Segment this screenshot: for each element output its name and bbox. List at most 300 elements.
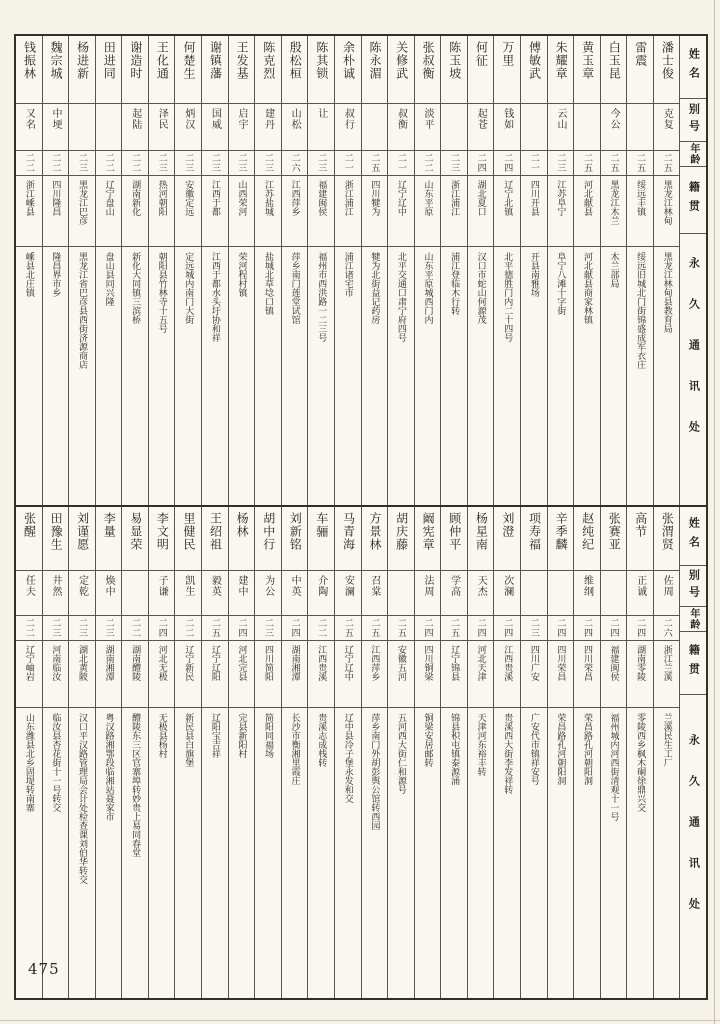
- person-name: [202, 36, 228, 103]
- person-address-text: 新民县白旗堡: [183, 713, 194, 767]
- person-native-text: 湖南新化: [130, 180, 141, 216]
- person-age-text: 二二: [130, 618, 141, 638]
- person-native: [548, 640, 574, 707]
- person-column: [493, 36, 520, 505]
- person-native: [229, 640, 255, 707]
- person-age: [255, 150, 281, 175]
- person-age-text: 二二: [23, 153, 34, 173]
- person-native-text: 安徽五河: [395, 645, 406, 681]
- person-native: [362, 175, 388, 246]
- person-name: [16, 36, 42, 103]
- person-age-text: 二五: [369, 618, 380, 638]
- person-age-text: 二二: [23, 618, 34, 638]
- person-address-text: 荣河程村镇: [236, 252, 247, 297]
- person-age: [229, 615, 255, 640]
- person-age-text: 二三: [263, 618, 274, 638]
- person-column: [254, 36, 281, 505]
- person-address: [149, 707, 175, 998]
- person-address-text: 汉口平汉路管理局会计处检查课刘伯华转交: [76, 713, 87, 884]
- person-column: [68, 507, 95, 998]
- person-age-text: 二五: [342, 618, 353, 638]
- person-native: [255, 175, 281, 246]
- person-name-text: 车骊: [314, 512, 329, 538]
- person-address: [69, 707, 95, 998]
- row-label-address: [680, 694, 706, 977]
- person-native: [548, 175, 574, 246]
- person-native-text: 辽宁北镇: [502, 180, 513, 216]
- person-alias: [202, 103, 228, 150]
- row-labels-column: [679, 36, 706, 505]
- page-edge-line: [714, 0, 715, 1024]
- person-name-text: 胡庆藤: [394, 512, 409, 551]
- person-column: [547, 36, 574, 505]
- person-native: [654, 175, 680, 246]
- person-age-text: 二四: [422, 618, 433, 638]
- person-alias: [521, 103, 547, 150]
- person-age: [202, 150, 228, 175]
- person-name-text: 何楚生: [181, 41, 196, 80]
- person-address-text: 河北献县商家林镇: [581, 252, 592, 324]
- person-name: [255, 36, 281, 103]
- person-name: [654, 507, 680, 570]
- person-native: [627, 175, 653, 246]
- row-label-native-text: 籍贯: [687, 181, 701, 219]
- person-alias: [654, 103, 680, 150]
- person-column: [42, 507, 69, 998]
- person-name: [202, 507, 228, 570]
- person-name: [574, 507, 600, 570]
- person-native-text: 辽宁辽中: [342, 645, 353, 681]
- person-name-text: 傅敏武: [527, 41, 542, 80]
- person-column: [307, 36, 334, 505]
- person-alias: [175, 103, 201, 150]
- person-alias-text: 克复: [661, 108, 673, 130]
- person-native-text: 河北献县: [581, 180, 592, 216]
- person-address-text: 福州城内河西街清观十一号: [608, 713, 619, 821]
- person-column: [626, 507, 653, 998]
- person-age: [122, 150, 148, 175]
- person-name-text: 关修武: [394, 41, 409, 80]
- person-column: [201, 36, 228, 505]
- person-name-text: 殷松桓: [288, 41, 303, 80]
- person-native: [122, 175, 148, 246]
- person-native-text: 江苏阜宁: [555, 180, 566, 216]
- person-age: [601, 615, 627, 640]
- person-name-text: 胡中行: [261, 512, 276, 551]
- person-address: [175, 707, 201, 998]
- person-name: [335, 36, 361, 103]
- person-native-text: 江西萍乡: [369, 645, 380, 681]
- person-column: [520, 507, 547, 998]
- person-age: [43, 615, 69, 640]
- row-label-alias-text: 别号: [687, 569, 701, 603]
- person-native-text: 黑龙江林甸: [661, 180, 672, 225]
- row-label-alias: [680, 565, 706, 606]
- person-address: [308, 707, 334, 998]
- person-name: [627, 36, 653, 103]
- person-address-text: 新化大同镇三滨桥: [130, 252, 141, 324]
- person-age: [229, 150, 255, 175]
- person-native: [574, 640, 600, 707]
- person-column: [95, 507, 122, 998]
- person-native: [202, 640, 228, 707]
- person-age: [308, 615, 334, 640]
- person-age: [43, 150, 69, 175]
- row-label-age: [680, 141, 706, 166]
- person-address: [335, 707, 361, 998]
- person-native: [149, 175, 175, 246]
- person-age-text: 二四: [555, 618, 566, 638]
- person-age-text: 二六: [289, 153, 300, 173]
- person-name: [308, 36, 334, 103]
- person-age-text: 二五: [449, 618, 460, 638]
- person-address-text: 贵溪志成栈转: [316, 713, 327, 767]
- person-column: [228, 36, 255, 505]
- person-age: [69, 150, 95, 175]
- person-name: [601, 507, 627, 570]
- person-alias: [388, 570, 414, 615]
- person-address: [441, 707, 467, 998]
- person-age-text: 二三: [209, 153, 220, 173]
- person-age: [441, 615, 467, 640]
- person-native: [521, 640, 547, 707]
- person-address: [362, 707, 388, 998]
- person-age: [69, 615, 95, 640]
- person-age-text: 二四: [608, 618, 619, 638]
- person-native-text: 辽宁新民: [183, 645, 194, 681]
- person-name-text: 刘澄: [500, 512, 515, 538]
- person-age: [441, 150, 467, 175]
- person-age-text: 二五: [608, 153, 619, 173]
- person-age: [601, 150, 627, 175]
- person-age: [16, 150, 42, 175]
- person-address-text: 浦江诸宅市: [342, 252, 353, 297]
- person-name-text: 刘新铭: [288, 512, 303, 551]
- person-age-text: 二二: [422, 153, 433, 173]
- person-native-text: 河北无极: [156, 645, 167, 681]
- person-age-text: 二五: [369, 153, 380, 173]
- person-name: [601, 36, 627, 103]
- person-address-text: 天津河东裕丰转: [475, 713, 486, 776]
- person-alias: [441, 570, 467, 615]
- person-native-text: 辽宁锦县: [449, 645, 460, 681]
- person-alias: [494, 570, 520, 615]
- person-native: [627, 640, 653, 707]
- person-age: [548, 615, 574, 640]
- person-name-text: 马青海: [341, 512, 356, 551]
- person-alias: [202, 570, 228, 615]
- person-native: [335, 175, 361, 246]
- person-address-text: 汉口市蛇山何源茂: [475, 252, 486, 324]
- person-address: [175, 246, 201, 505]
- row-label-age-text: 年龄: [687, 143, 699, 165]
- person-column: [440, 36, 467, 505]
- person-address: [521, 707, 547, 998]
- person-column: [148, 507, 175, 998]
- person-alias: [122, 103, 148, 150]
- person-name: [362, 36, 388, 103]
- person-alias-text: 井然: [49, 575, 61, 597]
- person-column: [254, 507, 281, 998]
- person-name: [43, 36, 69, 103]
- person-column: [573, 36, 600, 505]
- person-native: [494, 175, 520, 246]
- person-native: [574, 175, 600, 246]
- person-native-text: 浙江兰溪: [661, 645, 672, 681]
- person-native-text: 浙江浦江: [342, 180, 353, 216]
- person-alias: [654, 570, 680, 615]
- person-native-text: 辽宁盘山: [103, 180, 114, 216]
- person-age-text: 二四: [635, 618, 646, 638]
- person-address: [654, 246, 680, 505]
- person-column: [653, 507, 680, 998]
- person-name: [282, 36, 308, 103]
- person-native-text: 黑龙江木兰: [608, 180, 619, 225]
- person-native-text: 江苏盐城: [263, 180, 274, 216]
- person-native-text: 四川荣昌: [555, 645, 566, 681]
- person-alias: [229, 570, 255, 615]
- row-label-age: [680, 606, 706, 631]
- row-label-native: [680, 166, 706, 233]
- row-label-name: [680, 36, 706, 98]
- person-age: [654, 150, 680, 175]
- person-name: [362, 507, 388, 570]
- person-native-text: 湖南湘潭: [103, 645, 114, 681]
- person-name-text: 赵纯纪: [580, 512, 595, 551]
- roster-section-bottom: [16, 505, 706, 998]
- row-labels-column: [679, 507, 706, 998]
- person-name: [229, 507, 255, 570]
- person-alias-text: 钱如: [501, 108, 513, 130]
- person-column: [121, 507, 148, 998]
- person-alias-text: 山松: [289, 108, 301, 130]
- person-address: [627, 707, 653, 998]
- person-alias: [574, 570, 600, 615]
- person-address-text: 无极县杨村: [156, 713, 167, 758]
- person-native-text: 浙江嵊县: [23, 180, 34, 216]
- person-address: [468, 707, 494, 998]
- person-age-text: 二三: [236, 153, 247, 173]
- row-label-age-text: 年龄: [687, 608, 699, 630]
- person-age-text: 二四: [156, 618, 167, 638]
- person-name-text: 王化通: [155, 41, 170, 80]
- person-alias-text: 次澜: [501, 575, 513, 597]
- person-age-text: 二三: [316, 153, 327, 173]
- person-name-text: 张叔衡: [421, 41, 436, 80]
- person-native-text: 四川广安: [528, 645, 539, 681]
- row-label-name: [680, 507, 706, 565]
- person-name: [96, 507, 122, 570]
- person-alias-text: 正诚: [634, 575, 646, 597]
- person-alias: [69, 103, 95, 150]
- person-address: [43, 246, 69, 505]
- person-address-text: 隆昌界市乡: [50, 252, 61, 297]
- person-column: [281, 507, 308, 998]
- person-address: [96, 707, 122, 998]
- person-alias: [43, 570, 69, 615]
- person-age: [16, 615, 42, 640]
- person-native: [175, 175, 201, 246]
- person-name-text: 陈其锁: [314, 41, 329, 80]
- person-alias-text: 今公: [608, 108, 620, 130]
- person-address: [548, 246, 574, 505]
- person-age: [415, 150, 441, 175]
- person-alias-text: 起陆: [129, 108, 141, 130]
- person-name: [335, 507, 361, 570]
- person-name: [175, 36, 201, 103]
- person-native-text: 浙江浦江: [449, 180, 460, 216]
- person-address: [362, 246, 388, 505]
- person-alias-text: 任夫: [23, 575, 35, 597]
- person-column: [387, 36, 414, 505]
- person-native: [43, 640, 69, 707]
- person-address: [548, 707, 574, 998]
- row-label-address-text: 永久通讯处: [687, 733, 701, 939]
- person-age: [574, 615, 600, 640]
- person-native-text: 辽宁辽中: [395, 180, 406, 216]
- person-age: [175, 150, 201, 175]
- person-column: [334, 507, 361, 998]
- person-address: [16, 246, 42, 505]
- person-alias-text: 定乾: [76, 575, 88, 597]
- person-alias: [627, 103, 653, 150]
- person-age: [362, 615, 388, 640]
- person-native: [441, 640, 467, 707]
- person-native: [468, 640, 494, 707]
- person-alias: [548, 570, 574, 615]
- person-age: [627, 615, 653, 640]
- person-column: [68, 36, 95, 505]
- person-native-text: 安徽定远: [183, 180, 194, 216]
- person-name-text: 项寿福: [527, 512, 542, 551]
- person-address: [255, 246, 281, 505]
- person-native-text: 山西荣河: [236, 180, 247, 216]
- person-age: [415, 615, 441, 640]
- person-name-text: 辛季麟: [554, 512, 569, 551]
- person-address-text: 兰溪民生工厂: [661, 713, 672, 767]
- person-age: [175, 615, 201, 640]
- person-age: [468, 615, 494, 640]
- person-address: [282, 707, 308, 998]
- person-name-text: 王绍祖: [208, 512, 223, 551]
- person-name-text: 阚宪章: [421, 512, 436, 551]
- person-age-text: 二三: [449, 153, 460, 173]
- person-address-text: 嵊县北庄镇: [23, 252, 34, 297]
- person-column: [573, 507, 600, 998]
- person-column: [600, 507, 627, 998]
- roster-section-top: [16, 36, 706, 505]
- person-native-text: 福建闽侯: [316, 180, 327, 216]
- person-name: [388, 507, 414, 570]
- person-age-text: 二四: [475, 153, 486, 173]
- person-native: [308, 640, 334, 707]
- person-name-text: 易显荣: [128, 512, 143, 551]
- person-native: [282, 175, 308, 246]
- person-name: [282, 507, 308, 570]
- person-age-text: 二三: [76, 153, 87, 173]
- person-age-text: 二一: [395, 153, 406, 173]
- person-age: [335, 615, 361, 640]
- person-name: [69, 36, 95, 103]
- person-native: [388, 175, 414, 246]
- person-alias: [69, 570, 95, 615]
- person-native-text: 江西贵溪: [316, 645, 327, 681]
- person-address: [388, 707, 414, 998]
- person-column: [414, 36, 441, 505]
- person-alias-text: 召棠: [368, 575, 380, 597]
- row-label-native: [680, 631, 706, 694]
- person-native: [282, 640, 308, 707]
- person-native: [229, 175, 255, 246]
- person-age: [202, 615, 228, 640]
- person-age: [96, 615, 122, 640]
- person-address-text: 朝阳县竹林寺十五号: [156, 252, 167, 333]
- person-age-text: 二六: [661, 618, 672, 638]
- person-native-text: 四川隆昌: [50, 180, 61, 216]
- person-age-text: 二三: [76, 618, 87, 638]
- person-name: [574, 36, 600, 103]
- person-name-text: 谢镇藩: [208, 41, 223, 80]
- person-address-text: 临汝县杏花街十一号转交: [50, 713, 61, 812]
- person-native: [601, 175, 627, 246]
- person-age: [494, 150, 520, 175]
- person-name-text: 顾仲平: [447, 512, 462, 551]
- person-alias-text: 让: [315, 108, 327, 119]
- person-name-text: 张醒: [22, 512, 37, 538]
- person-address-text: 萍乡南门莲堂试馆: [289, 252, 300, 324]
- person-alias: [255, 570, 281, 615]
- person-age-text: 二三: [528, 618, 539, 638]
- person-name: [494, 507, 520, 570]
- person-column: [334, 36, 361, 505]
- person-name-text: 雷震: [633, 41, 648, 67]
- person-alias-text: 安澜: [342, 575, 354, 597]
- person-alias-text: 建中: [236, 575, 247, 597]
- person-address-text: 铜梁安居邮转: [422, 713, 433, 767]
- person-column: [174, 507, 201, 998]
- person-name-text: 方景林: [368, 512, 383, 551]
- person-alias: [548, 103, 574, 150]
- person-native-text: 湖南零陵: [635, 645, 646, 681]
- person-age: [96, 150, 122, 175]
- person-address: [494, 246, 520, 505]
- person-address: [308, 246, 334, 505]
- person-name: [441, 36, 467, 103]
- person-name-text: 余朴诚: [341, 41, 356, 80]
- person-age: [388, 615, 414, 640]
- person-name: [96, 36, 122, 103]
- person-age: [122, 615, 148, 640]
- person-native: [69, 175, 95, 246]
- person-native: [441, 175, 467, 246]
- person-alias: [601, 570, 627, 615]
- person-name-text: 万里: [500, 41, 515, 67]
- person-column: [467, 507, 494, 998]
- person-native: [43, 175, 69, 246]
- person-address-text: 黑龙江林甸县教育局: [661, 252, 672, 333]
- person-alias-text: 为公: [262, 575, 274, 597]
- roster-table: [14, 34, 708, 1000]
- person-alias-text: 子谦: [156, 575, 168, 597]
- person-native-text: 四川简阳: [263, 645, 274, 681]
- person-name: [494, 36, 520, 103]
- person-alias: [362, 570, 388, 615]
- person-alias: [255, 103, 281, 150]
- person-column: [16, 507, 42, 998]
- person-column: [361, 36, 388, 505]
- person-name-text: 陈永湄: [368, 41, 383, 80]
- person-age-text: 二二: [103, 153, 114, 173]
